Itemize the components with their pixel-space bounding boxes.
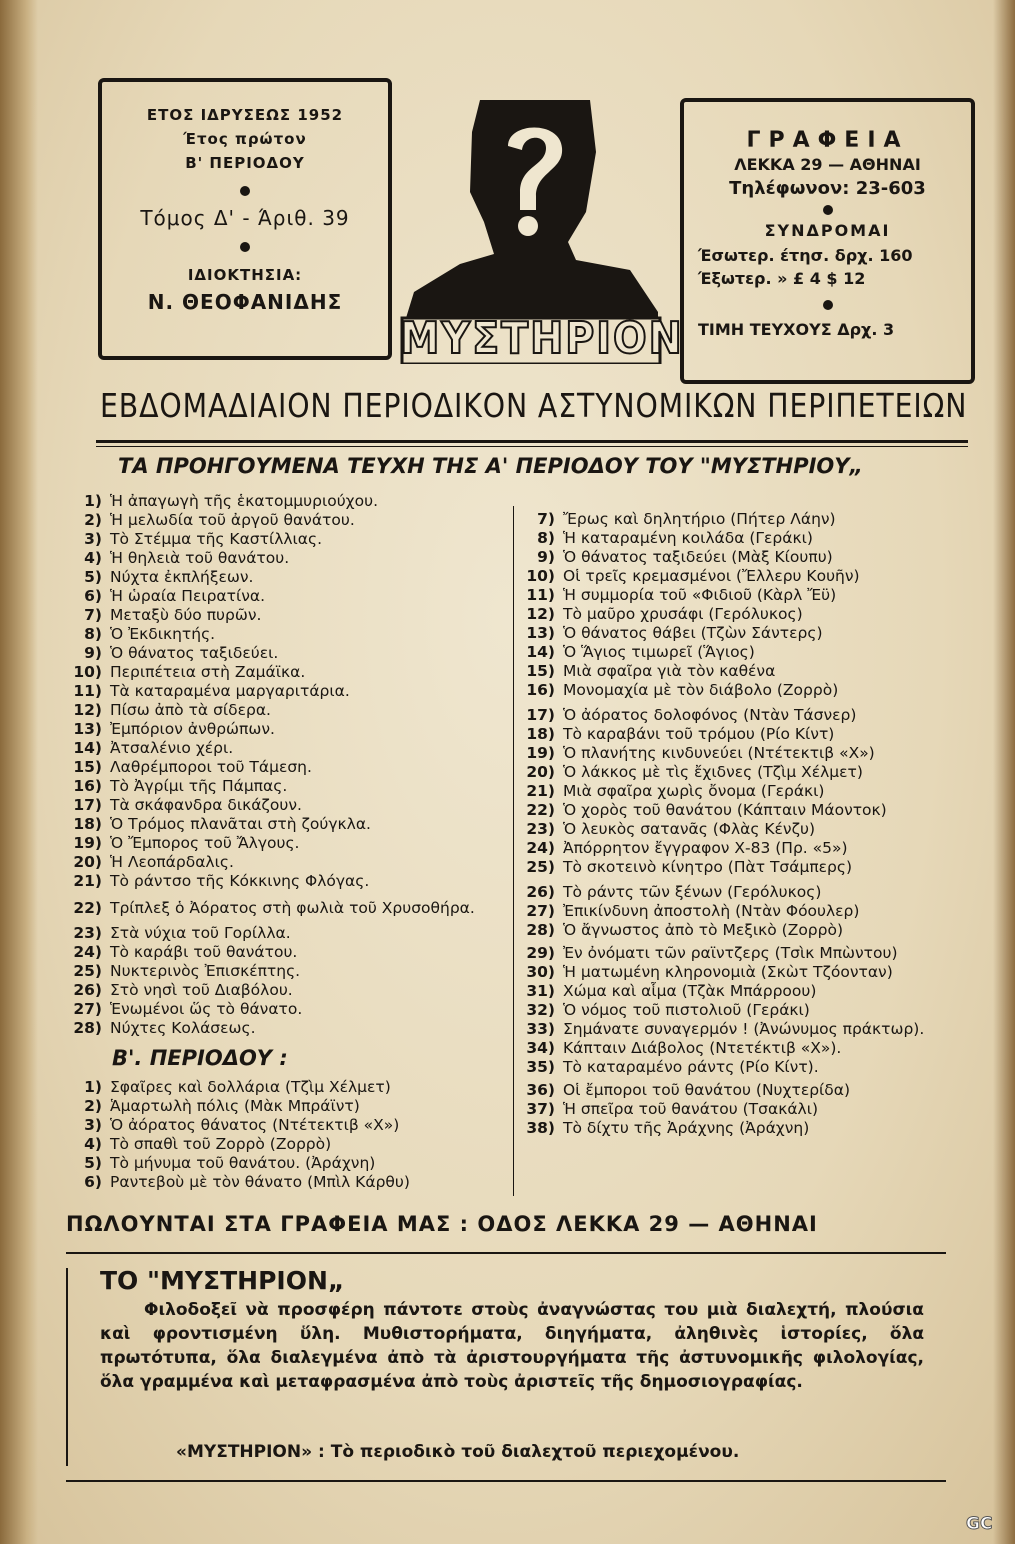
issue-number: 24): [526, 839, 555, 857]
issue-list-item: [525, 1100, 965, 1119]
issue-list-item: [525, 1039, 965, 1058]
issue-title: Τὰ σκάφανδρα δικάζουν.: [110, 796, 302, 814]
issue-number: 2): [84, 1097, 102, 1115]
issue-number: 13): [526, 624, 555, 642]
issue-list-item: [72, 1000, 502, 1019]
issue-title: Σημάνατε συναγερμόν ! (Ἀνώνυμος πράκτωρ).: [563, 1020, 925, 1038]
issue-list-item: [525, 1020, 965, 1039]
issue-title: Τὸ δίχτυ τῆς Ἀράχνης (Ἀράχνη): [563, 1119, 810, 1137]
issue-number: 30): [526, 963, 555, 981]
issue-title: Ὁ θάνατος θάβει (Τζὼν Σάντερς): [563, 624, 823, 642]
about-closing: «ΜΥΣΤΗΡΙΟΝ» : Τὸ περιοδικὸ τοῦ διαλεχτοῦ περιεχομένου.: [176, 1442, 740, 1462]
issue-number: 4): [84, 549, 102, 567]
issue-list-item: [525, 510, 965, 529]
issue-number: 26): [526, 883, 555, 901]
issue-list-item: [72, 511, 502, 530]
issue-number: 5): [84, 568, 102, 586]
issue-title: Ἡ ἀπαγωγὴ τῆς ἑκατομμυριούχου.: [110, 492, 379, 510]
issue-title: Ἔρως καὶ δηλητήριο (Πήτερ Λάην): [563, 510, 836, 528]
issue-title: Λαθρέμποροι τοῦ Τάμεση.: [110, 758, 312, 776]
page-edge-right: [993, 0, 1015, 1544]
issue-title: Οἱ τρεῖς κρεμασμένοι (Ἔλλερυ Κουῆν): [563, 567, 860, 585]
issue-title: Ἡ ματωμένη κληρονομιὰ (Σκὼτ Τζόονταν): [563, 963, 893, 981]
issue-list-item: [525, 839, 965, 858]
issue-number: 25): [526, 858, 555, 876]
issue-title: Ἡ θηλειὰ τοῦ θανάτου.: [110, 549, 290, 567]
issue-list-item: [72, 1154, 502, 1173]
issue-title: Χώμα καὶ αἷμα (Τζὰκ Μπάρροου): [563, 982, 817, 1000]
issue-number: 12): [526, 605, 555, 623]
issue-number: 16): [73, 777, 102, 795]
issue-list-item: [72, 777, 502, 796]
bullet-dot: [240, 186, 250, 196]
issue-number: 13): [73, 720, 102, 738]
logo-title: ΜΥΣΤΗΡΙΟΝ: [400, 313, 684, 364]
issue-number: 16): [526, 681, 555, 699]
issue-title: Τὸ σκοτεινὸ κίνητρο (Πὰτ Τσάμπερς): [563, 858, 853, 876]
offices-address: ΛΕΚΚΑ 29 — ΑΘΗΝΑΙ: [734, 155, 921, 174]
issue-list-item: [72, 853, 502, 872]
issue-title: Ὁ ἀόρατος θάνατος (Ντέτεκτιβ «Χ»): [110, 1116, 400, 1134]
issue-list-item: [525, 820, 965, 839]
about-box: [66, 1252, 946, 1482]
page-edge-left: [0, 0, 38, 1544]
issue-list-item: [525, 643, 965, 662]
issue-number: 10): [526, 567, 555, 585]
issue-title: Ὁ θάνατος ταξιδεύει.: [110, 644, 279, 662]
issue-number: 6): [84, 587, 102, 605]
issue-title: Μεταξὺ δύο πυρῶν.: [110, 606, 262, 624]
issue-title: Μιὰ σφαῖρα χωρὶς ὄνομα (Γεράκι): [563, 782, 825, 800]
issue-list-item: [525, 586, 965, 605]
issue-list-item: [525, 567, 965, 586]
owner-name: Ν. ΘΕΟΦΑΝΙΔΗΣ: [147, 290, 343, 314]
issue-number: 38): [526, 1119, 555, 1137]
issue-list-item: [72, 1019, 502, 1038]
issue-title: Ὁ νόμος τοῦ πιστολιοῦ (Γεράκι): [563, 1001, 810, 1019]
issue-number: 18): [526, 725, 555, 743]
founding-year: ΕΤΟΣ ΙΔΡΥΣΕΩΣ 1952: [146, 106, 344, 124]
issue-title: Τὸ καταραμένο ράντς (Ρίο Κίντ).: [563, 1058, 819, 1076]
year-label: Έτος πρώτον: [183, 130, 307, 148]
issue-list-item: [72, 796, 502, 815]
issue-number: 11): [526, 586, 555, 604]
box-border-left: [66, 1268, 68, 1466]
issue-list-item: [72, 1116, 502, 1135]
sales-notice: ΠΩΛΟΥΝΤΑΙ ΣΤΑ ΓΡΑΦΕΙΑ ΜΑΣ : ΟΔΟΣ ΛΕΚΚΑ 29 — ΑΘΗΝΑΙ: [66, 1212, 818, 1236]
issue-list-item: [72, 549, 502, 568]
about-title: ΤΟ "ΜΥΣΤΗΡΙΟΝ„: [100, 1266, 345, 1295]
issue-list-item: [525, 1081, 965, 1100]
issue-number: 7): [537, 510, 555, 528]
issue-number: 7): [84, 606, 102, 624]
issue-number: 5): [84, 1154, 102, 1172]
issue-number: 8): [537, 529, 555, 547]
issue-number: 1): [84, 492, 102, 510]
issue-number: 6): [84, 1173, 102, 1191]
ownership-label: ΙΔΙΟΚΤΗΣΙΑ:: [187, 266, 303, 284]
issue-number: 34): [526, 1039, 555, 1057]
issue-title: Πίσω ἀπὸ τὰ σίδερα.: [110, 701, 271, 719]
issue-title: Τὸ Στέμμα τῆς Καστίλλιας.: [110, 530, 323, 548]
issue-number: 32): [526, 1001, 555, 1019]
issue-title: Ὁ Ἅγιος τιμωρεῖ (Ἅγιος): [563, 643, 755, 661]
issue-title: Ὁ ἀόρατος δολοφόνος (Ντὰν Τάσνερ): [563, 706, 857, 724]
issue-number: 17): [73, 796, 102, 814]
issue-number: 28): [526, 921, 555, 939]
volume-number: Τόμος Δ' - Άριθ. 39: [140, 206, 350, 230]
issue-title: Ἐπικίνδυνη ἀποστολὴ (Ντὰν Φόουλερ): [563, 902, 860, 920]
issue-title: Ὁ Ἐκδικητής.: [110, 625, 216, 643]
subscriptions-title: ΣΥΝΔΡΟΜΑΙ: [764, 221, 891, 240]
issue-title: Σφαῖρες καὶ δολλάρια (Τζὶμ Χέλμετ): [110, 1078, 391, 1096]
issue-number: 9): [537, 548, 555, 566]
issue-number: 31): [526, 982, 555, 1000]
issue-list-item: [72, 568, 502, 587]
issue-number: 18): [73, 815, 102, 833]
issue-list-item: [525, 902, 965, 921]
issue-list-item: [72, 701, 502, 720]
header-info-box: [98, 78, 392, 360]
issue-title: Ἡ καταραμένη κοιλάδα (Γεράκι): [563, 529, 813, 547]
issue-title: Τρίπλεξ ὁ Ἀόρατος στὴ φωλιὰ τοῦ Χρυσοθήρα.: [110, 899, 475, 917]
offices-title: ΓΡΑΦΕΙΑ: [746, 128, 909, 153]
issue-number: 36): [526, 1081, 555, 1099]
issue-title: Μονομαχία μὲ τὸν διάβολο (Ζορρὸ): [563, 681, 839, 699]
issue-number: 8): [84, 625, 102, 643]
issue-title: Ἡ μελωδία τοῦ ἀργοῦ θανάτου.: [110, 511, 355, 529]
issue-number: 15): [526, 662, 555, 680]
bullet-dot: [823, 300, 833, 310]
issue-list-item: [525, 1119, 965, 1138]
magazine-subtitle: ΕΒΔΟΜΑΔΙΑΙΟΝ ΠΕΡΙΟΔΙΚΟΝ ΑΣΤΥΝΟΜΙΚΩΝ ΠΕΡΙΠΕΤΕΙΩΝ: [100, 386, 968, 425]
issue-title: Ἁμαρτωλὴ πόλις (Μὰκ Μπράϊντ): [110, 1097, 360, 1115]
issue-title: Ὁ λάκκος μὲ τὶς ἔχιδνες (Τζὶμ Χέλμετ): [563, 763, 863, 781]
issue-number: 21): [526, 782, 555, 800]
issue-title: Τὸ καραβάνι τοῦ τρόμου (Ρίο Κίντ): [563, 725, 835, 743]
issue-title: Ἐμπόριον ἀνθρώπων.: [110, 720, 275, 738]
issue-list-item: [72, 739, 502, 758]
issue-title: Τὸ μαῦρο χρυσάφι (Γερόλυκος): [563, 605, 803, 623]
issue-list-item: [525, 706, 965, 725]
issue-number: 14): [73, 739, 102, 757]
issue-title: Τὸ καράβι τοῦ θανάτου.: [110, 943, 298, 961]
issue-price: ΤΙΜΗ ΤΕΥΧΟΥΣ Δρχ. 3: [698, 320, 895, 339]
issue-number: 1): [84, 1078, 102, 1096]
issue-number: 26): [73, 981, 102, 999]
issue-list-item: [525, 944, 965, 963]
issue-title: Στὰ νύχια τοῦ Γορίλλα.: [110, 924, 291, 942]
issue-list-item: [72, 587, 502, 606]
issue-list-item: [525, 1058, 965, 1077]
issue-number: 24): [73, 943, 102, 961]
issue-number: 10): [73, 663, 102, 681]
issue-number: 19): [73, 834, 102, 852]
issue-number: 11): [73, 682, 102, 700]
issue-list-item: [72, 625, 502, 644]
issue-title: Ὁ λευκὸς σατανᾶς (Φλὰς Κένζυ): [563, 820, 816, 838]
issue-list-item: [525, 605, 965, 624]
issue-list-item: [525, 801, 965, 820]
issue-title: Ὁ ἄγνωστος ἀπὸ τὸ Μεξικὸ (Ζορρὸ): [563, 921, 844, 939]
issue-list-item: [525, 763, 965, 782]
issue-list-item: [525, 858, 965, 877]
divider: [96, 446, 968, 447]
subscription-foreign: Έξωτερ. » £ 4 $ 12: [698, 269, 866, 288]
issue-title: Νύχτα ἐκπλήξεων.: [110, 568, 254, 586]
issue-list-item: [525, 624, 965, 643]
issue-list-item: [72, 1135, 502, 1154]
issue-number: 23): [526, 820, 555, 838]
divider: [96, 440, 968, 443]
issue-list-item: [72, 1173, 502, 1192]
issue-list-item: [72, 872, 502, 891]
issue-title: Ὁ χορὸς τοῦ θανάτου (Κάπταιν Μάοντοκ): [563, 801, 887, 819]
issue-number: 20): [73, 853, 102, 871]
issue-title: Τὸ ράντσο τῆς Κόκκινης Φλόγας.: [110, 872, 370, 890]
issue-title: Ἐν ὀνόματι τῶν ραϊντζερς (Τσὶκ Μπὼντου): [563, 944, 898, 962]
about-text: Φιλοδοξεῖ νὰ προσφέρη πάντοτε στοὺς ἀναγνώστας του μιὰ διαλεχτή, πλούσια καὶ φροντισμένη ὕλη. Μυθιστορήματα, διηγήματα, ἀληθινὲς ἱστορίες, ὅλα πρωτότυπα, ὅλα διαλεγμένα ἀπὸ τὰ ἀριστουργήματα τῆς ἀστυνομικῆς φιλολογίας, ὅλα γραμμένα καὶ μεταφρασμένα ἀπὸ τοὺς ἀριστεῖς τῆς δημοσιογραφίας.: [100, 1300, 924, 1392]
issue-number: 14): [526, 643, 555, 661]
issue-list-item: [72, 606, 502, 625]
issue-title: Μιὰ σφαῖρα γιὰ τὸν καθένα: [563, 662, 776, 680]
issue-list-item: [72, 644, 502, 663]
issue-list-item: [525, 782, 965, 801]
subscription-domestic: Έσωτερ. έτησ. δρχ. 160: [698, 246, 913, 265]
issue-number: 20): [526, 763, 555, 781]
period-label: Β' ΠΕΡΙΟΔΟΥ: [185, 154, 305, 172]
issue-title: Ἡ συμμορία τοῦ «Φιδιοῦ (Κὰρλ Ἔϋ): [563, 586, 837, 604]
issue-number: 28): [73, 1019, 102, 1037]
offices-phone: Τηλέφωνον: 23-603: [729, 178, 926, 199]
issue-title: Τὰ καταραμένα μαργαριτάρια.: [110, 682, 350, 700]
issue-number: 22): [73, 899, 102, 917]
issues-list-period-b: [72, 1078, 502, 1192]
issue-list-item: [72, 720, 502, 739]
issue-number: 19): [526, 744, 555, 762]
issue-number: 9): [84, 644, 102, 662]
issue-list-item: [525, 681, 965, 700]
issue-number: 4): [84, 1135, 102, 1153]
issue-list-item: [72, 962, 502, 981]
issue-number: 15): [73, 758, 102, 776]
issue-number: 35): [526, 1058, 555, 1076]
watermark: GC: [966, 1514, 993, 1534]
issue-title: Τὸ ράντς τῶν ξένων (Γερόλυκος): [563, 883, 822, 901]
issue-title: Τὸ μήνυμα τοῦ θανάτου. (Ἀράχνη): [110, 1154, 376, 1172]
bullet-dot: [240, 242, 250, 252]
issue-list-item: [72, 492, 502, 511]
issue-title: Οἱ ἔμποροι τοῦ θανάτου (Νυχτερίδα): [563, 1081, 851, 1099]
issue-number: 3): [84, 1116, 102, 1134]
issue-number: 33): [526, 1020, 555, 1038]
issue-title: Ἀτσαλένιο χέρι.: [110, 739, 234, 757]
period-b-title: Β'. ΠΕΡΙΟΔΟΥ :: [112, 1046, 288, 1070]
issue-list-item: [72, 758, 502, 777]
issue-list-item: [525, 982, 965, 1001]
previous-issues-title: ΤΑ ΠΡΟΗΓΟΥΜΕΝΑ ΤΕΥΧΗ ΤΗΣ Α' ΠΕΡΙΟΔΟΥ ΤΟΥ "ΜΥΣΤΗΡΙΟΥ„: [118, 454, 863, 478]
issue-title: Στὸ νησὶ τοῦ Διαβόλου.: [110, 981, 293, 999]
issue-list-item: [72, 943, 502, 962]
issue-title: Ἡ Λεοπάρδαλις.: [110, 853, 234, 871]
issue-number: 37): [526, 1100, 555, 1118]
issue-list-item: [72, 1097, 502, 1116]
issue-list-item: [72, 899, 502, 918]
issue-number: 2): [84, 511, 102, 529]
issue-title: Τὸ Ἀγρίμι τῆς Πάμπας.: [110, 777, 288, 795]
issue-list-item: [525, 963, 965, 982]
issue-list-item: [525, 883, 965, 902]
issue-number: 21): [73, 872, 102, 890]
issues-list-right: [525, 510, 965, 1138]
issue-title: Περιπέτεια στὴ Ζαμάϊκα.: [110, 663, 306, 681]
issue-number: 22): [526, 801, 555, 819]
issue-title: Ἑνωμένοι ὥς τὸ θάνατο.: [110, 1000, 303, 1018]
issue-list-item: [72, 834, 502, 853]
issue-number: 27): [526, 902, 555, 920]
issue-title: Κάπταιν Διάβολος (Ντετέκτιβ «Χ»).: [563, 1039, 842, 1057]
column-divider: [513, 506, 514, 1196]
issue-title: Ἡ ὡραία Πειρατίνα.: [110, 587, 266, 605]
issue-title: Νύχτες Κολάσεως.: [110, 1019, 256, 1037]
bullet-dot: [823, 205, 833, 215]
issue-title: Νυκτερινὸς Ἐπισκέπτης.: [110, 962, 301, 980]
issue-title: Ὁ πλανήτης κινδυνεύει (Ντέτεκτιβ «Χ»): [563, 744, 875, 762]
issue-list-item: [525, 662, 965, 681]
issues-list-left: [72, 492, 502, 1038]
issue-title: Ὁ Τρόμος πλανᾶται στὴ ζούγκλα.: [110, 815, 371, 833]
issue-list-item: [72, 981, 502, 1000]
issue-list-item: [72, 924, 502, 943]
issue-number: 27): [73, 1000, 102, 1018]
issue-title: Ἡ σπεῖρα τοῦ θανάτου (Τσακάλι): [563, 1100, 819, 1118]
issue-number: 17): [526, 706, 555, 724]
issue-list-item: [72, 530, 502, 549]
issue-list-item: [525, 921, 965, 940]
issue-number: 3): [84, 530, 102, 548]
offices-box: [680, 98, 975, 384]
issue-title: Ὁ Ἔμπορος τοῦ Ἄλγους.: [110, 834, 300, 852]
issue-title: Ἀπόρρητον ἔγγραφον Χ-83 (Πρ. «5»): [563, 839, 848, 857]
issue-list-item: [72, 815, 502, 834]
issue-title: Ραντεβοὺ μὲ τὸν θάνατο (Μπὶλ Κάρθυ): [110, 1173, 410, 1191]
issue-number: 12): [73, 701, 102, 719]
issue-list-item: [72, 682, 502, 701]
issue-list-item: [525, 529, 965, 548]
issue-number: 29): [526, 944, 555, 962]
issue-list-item: [72, 1078, 502, 1097]
issue-list-item: [72, 663, 502, 682]
issue-list-item: [525, 548, 965, 567]
issue-number: 23): [73, 924, 102, 942]
issue-title: Τὸ σπαθὶ τοῦ Ζορρὸ (Ζορρὸ): [110, 1135, 332, 1153]
issue-number: 25): [73, 962, 102, 980]
issue-list-item: [525, 725, 965, 744]
issue-list-item: [525, 1001, 965, 1020]
issue-list-item: [525, 744, 965, 763]
issue-title: Ὁ θάνατος ταξιδεύει (Μὰξ Κίουπυ): [563, 548, 833, 566]
